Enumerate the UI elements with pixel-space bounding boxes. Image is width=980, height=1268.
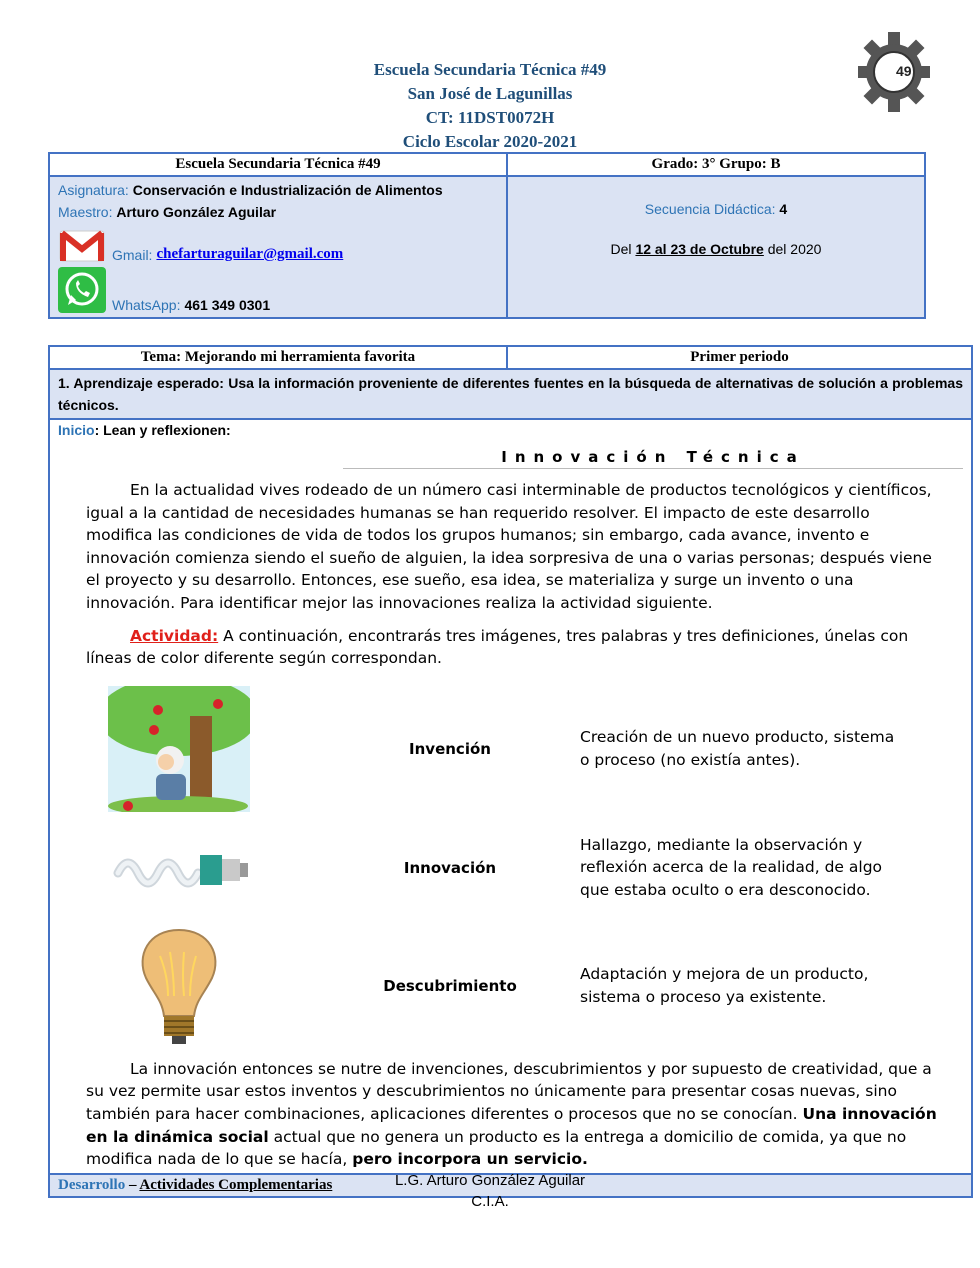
activity-text: A continuación, encontrarás tres imágenes, tres palabras y tres definiciones, únelas con líneas de color diferente según correspondan. [86,626,909,668]
topic-cell: Tema: Mejorando mi herramienta favorita [49,346,507,369]
paragraph-2-c: actual que no genera un producto es la entrega a domicilio de comida, ya que no modifica nada de lo que se hacía, [86,1127,907,1169]
paragraph-2-b: Una innovación en la dinámica social [86,1104,937,1146]
start-label: Inicio [58,422,95,438]
sequence-value: 4 [779,201,788,217]
paragraph-2 [86,1058,937,1171]
subject-value: Conservación e Industrialización de Alimentos [132,182,443,198]
period-cell: Primer periodo [507,346,972,369]
whatsapp-label: WhatsApp: [112,297,181,313]
word-discovery: Descubrimiento [383,976,517,995]
learning-cell: 1. Aprendizaje esperado: Usa la información proveniente de diferentes fuentes en la búsqueda de alternativas de solución a problemas técnicos. [49,369,972,419]
newton-tree-illustration [108,686,250,812]
whatsapp-value: 461 349 0301 [184,297,271,313]
school-ct: CT: 11DST0072H [425,108,555,127]
development-label: Desarrollo [58,1176,126,1193]
gmail-link[interactable]: chefarturaguilar@gmail.com [156,246,344,262]
school-name: Escuela Secundaria Técnica #49 [373,60,607,79]
footer-name: L.G. Arturo González Aguilar [394,1172,586,1189]
footer-org: C.I.A. [471,1193,509,1210]
page-footer [0,1170,980,1212]
match-row-2 [58,812,963,924]
definition-2: Hallazgo, mediante la observación y reflexión acerca de la realidad, de algo que estaba oculto o era desconocido. [580,835,883,900]
school-location: San José de Lagunillas [407,84,573,103]
subject-label: Asignatura: [58,182,129,198]
document-header [0,58,980,154]
gmail-label: Gmail: [112,247,153,263]
sequence-label: Secuencia Didáctica: [644,201,776,217]
paragraph-1: En la actualidad vives rodeado de un número casi interminable de productos tecnológicos y científicos, igual a la cantidad de necesidades humanas se han requerido resolver. El impacto de este desarrollo modifica las condiciones de vida de todos los grupos humanos; sin embargo, cada avance, invento e innovación comienza siendo el sueño de alguien, la idea sorpresiva de una o varias personas; después viene el proyecto y su desarrollo. Entonces, ese sueño, esa idea, se materializa y surge un invento o una innovación. Para identificar mejor las innovaciones realiza la actividad siguiente. [86,481,932,612]
start-text: : Lean y reflexionen: [94,422,231,438]
paragraph-2-a: La innovación entonces se nutre de invenciones, descubrimientos y por supuesto de creatividad, que a su vez permite usar estos inventos y descubrimientos no únicamente para presentar cosas nuevas, sino también para hacer combinaciones, aplicaciones diferentes o procesos que no se conocían. [86,1059,932,1123]
definition-1: Creación de un nuevo producto, sistema o proceso (no existía antes). [580,728,895,769]
match-row-1 [58,686,963,812]
match-row-3 [58,924,963,1048]
activity-label: Actividad: [130,626,219,645]
definition-3: Adaptación y mejora de un producto, sistema o proceso ya existente. [580,965,869,1006]
logo-number: 49 [896,63,912,79]
school-cell: Escuela Secundaria Técnica #49 [49,153,507,176]
date-suffix: del 2020 [767,241,822,257]
lesson-table [48,345,973,1198]
development-link[interactable]: Actividades Complementarias [139,1176,333,1193]
school-year: Ciclo Escolar 2020-2021 [402,132,578,151]
cfl-bulb-illustration [108,833,250,903]
teacher-value: Arturo González Aguilar [116,204,277,220]
gmail-icon [58,227,106,263]
info-table [48,152,926,319]
date-prefix: Del [610,241,632,257]
edison-bulb-illustration [108,926,250,1046]
whatsapp-icon [58,267,106,313]
grade-cell: Grado: 3° Grupo: B [507,153,925,176]
paragraph-2-d: pero incorpora un servicio. [352,1150,588,1169]
teacher-label: Maestro: [58,204,113,220]
school-gear-logo [856,30,932,114]
teacher-cell [49,176,507,318]
word-invention: Invención [409,739,491,758]
content-cell [49,419,972,1174]
development-dash: – [125,1176,140,1193]
section-title: Innovación Técnica [343,448,963,469]
date-range: 12 al 23 de Octubre [635,241,764,257]
word-innovation: Innovación [403,858,497,877]
activity-paragraph [86,625,937,670]
sequence-cell [507,176,925,318]
